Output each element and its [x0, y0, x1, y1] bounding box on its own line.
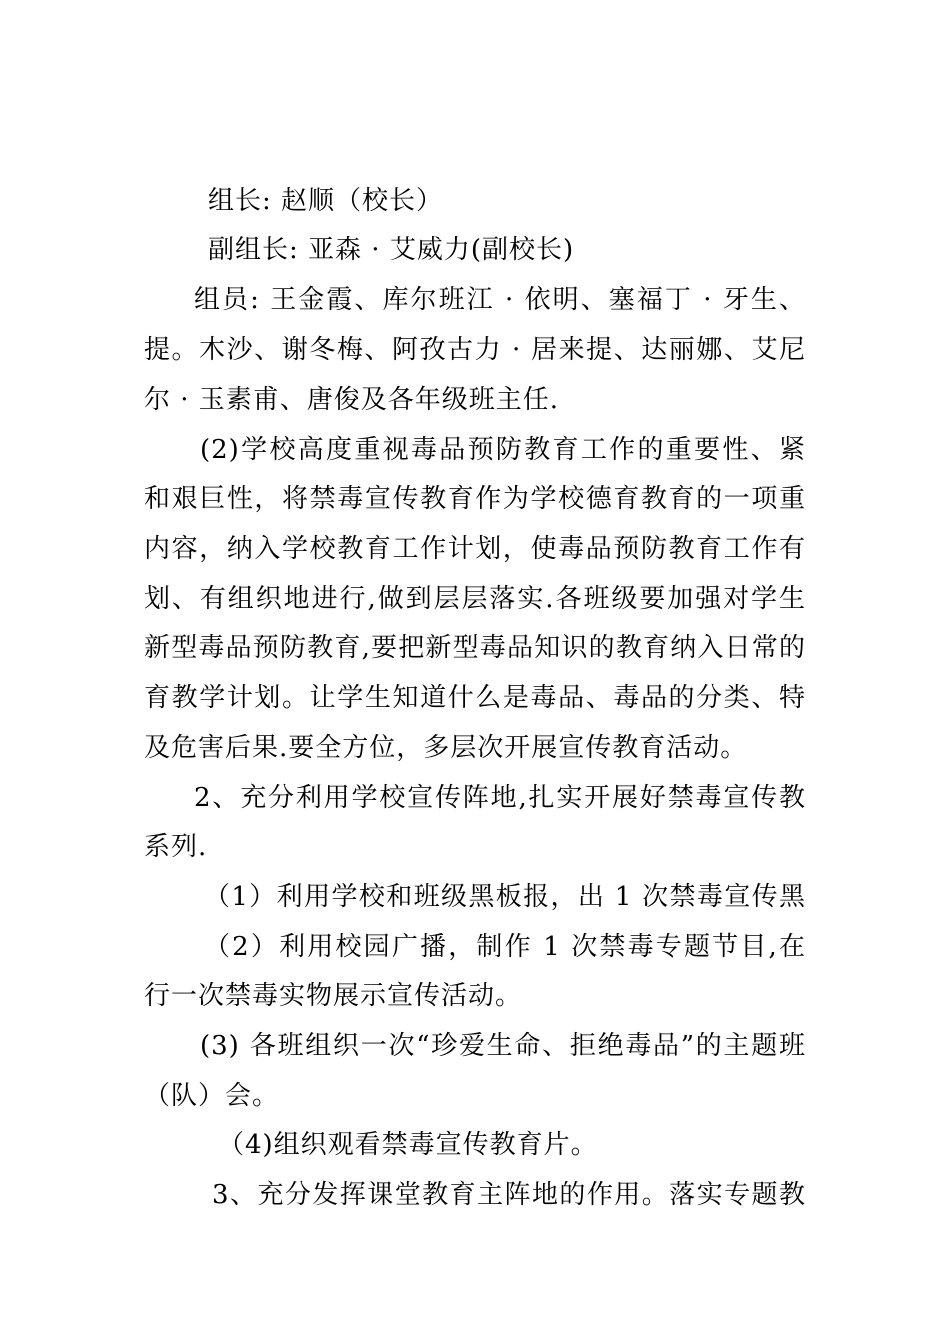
- text-line-section2-2: 系列.: [144, 832, 208, 862]
- text-line-para2-1: (2)学校高度重视毒品预防教育工作的重要性、紧: [200, 435, 806, 465]
- text-line-para2-7: 及危害后果.要全方位，多层次开展宣传教育活动。: [144, 733, 748, 763]
- text-line-section3-1: 3、充分发挥课堂教育主阵地的作用。落实专题教: [212, 1180, 806, 1210]
- text-line-section2-1: 2、充分利用学校宣传阵地,扎实开展好禁毒宣传教: [194, 783, 806, 813]
- text-line-members-2: 提。木沙、谢冬梅、阿孜古力 · 居来提、达丽娜、艾尼: [144, 335, 806, 365]
- text-line-deputy-leader: 副组长: 亚森 · 艾威力(副校长): [208, 235, 575, 265]
- text-line-para2-6: 育教学计划。让学生知道什么是毒品、毒品的分类、特: [144, 683, 806, 713]
- text-line-para2-3: 内容，纳入学校教育工作计划，使毒品预防教育工作有: [144, 534, 806, 564]
- text-line-members-1: 组员: 王金霞、库尔班江 · 依明、塞福丁 · 牙生、: [194, 285, 806, 315]
- text-line-group-leader: 组长: 赵顺（校长）: [208, 186, 444, 216]
- text-line-item2-2: 行一次禁毒实物展示宣传活动。: [144, 981, 523, 1011]
- text-line-item1: （1）利用学校和班级黑板报，出 1 次禁毒宣传黑: [204, 882, 806, 912]
- text-line-para2-2: 和艰巨性，将禁毒宣传教育作为学校德育教育的一项重: [144, 484, 806, 514]
- text-line-para2-4: 划、有组织地进行,做到层层落实.各班级要加强对学生: [144, 584, 806, 614]
- text-line-item3-1: (3) 各班组织一次“珍爱生命、拒绝毒品”的主题班: [200, 1031, 806, 1061]
- text-line-para2-5: 新型毒品预防教育,要把新型毒品知识的教育纳入日常的: [144, 633, 806, 663]
- text-line-item2-1: （2）利用校园广播，制作 1 次禁毒专题节目,在: [204, 932, 806, 962]
- text-line-members-3: 尔 · 玉素甫、唐俊及各年级班主任.: [144, 385, 560, 415]
- text-line-item3-2: （队）会。: [144, 1081, 280, 1111]
- text-line-item4: （4)组织观看禁毒宣传教育片。: [218, 1130, 598, 1160]
